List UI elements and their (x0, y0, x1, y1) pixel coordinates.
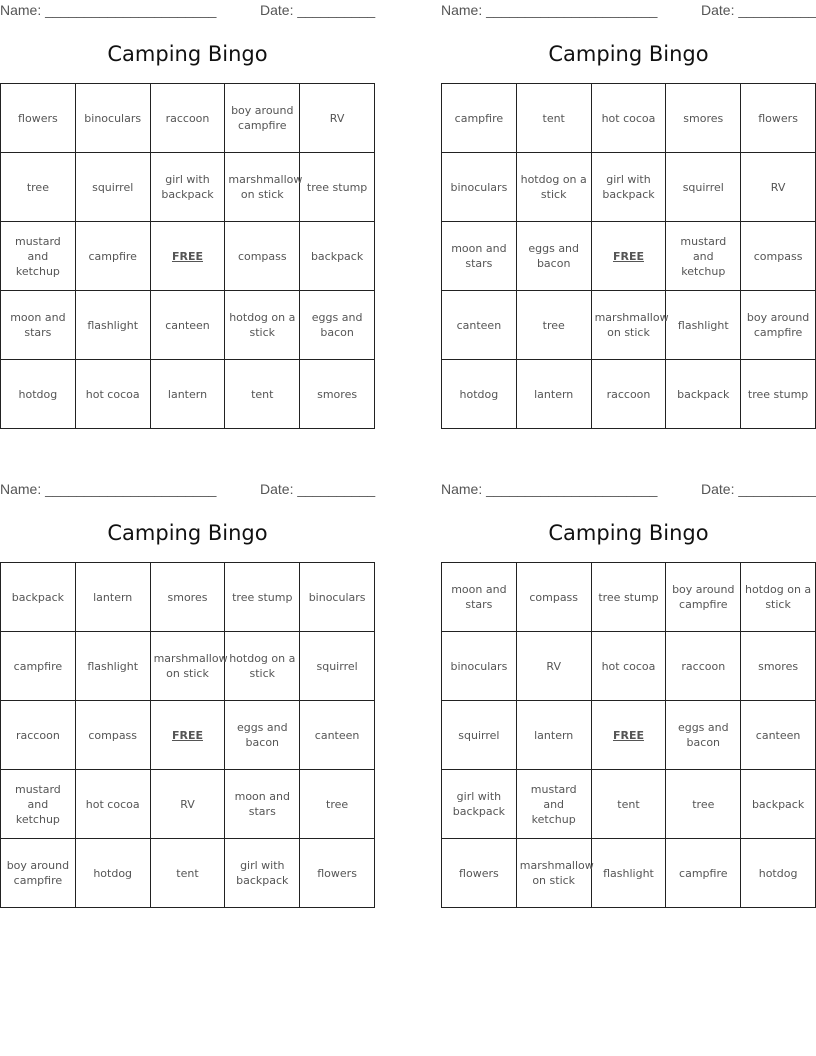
bingo-cell: boy around campfire (225, 84, 300, 153)
bingo-cell: flashlight (591, 839, 666, 908)
bingo-cell: backpack (1, 563, 76, 632)
bingo-row (1, 839, 375, 908)
bingo-cell: tree (516, 291, 591, 360)
bingo-grid (441, 83, 816, 429)
bingo-cell: lantern (150, 360, 225, 429)
bingo-cell: moon and stars (442, 222, 517, 291)
bingo-grid (441, 562, 816, 908)
bingo-cell: compass (516, 563, 591, 632)
bingo-grid (0, 562, 375, 908)
bingo-cell: smores (150, 563, 225, 632)
bingo-cell: raccoon (150, 84, 225, 153)
bingo-cell: backpack (741, 770, 816, 839)
bingo-cell: RV (150, 770, 225, 839)
name-date-row (441, 479, 816, 499)
bingo-cell: marshmallow on stick (225, 153, 300, 222)
bingo-cell: hotdog (1, 360, 76, 429)
bingo-cell: binoculars (442, 632, 517, 701)
bingo-cell: backpack (666, 360, 741, 429)
bingo-row (442, 701, 816, 770)
bingo-cell: binoculars (442, 153, 517, 222)
bingo-cell: backpack (300, 222, 375, 291)
bingo-row (1, 153, 375, 222)
bingo-cell: campfire (75, 222, 150, 291)
name-field-label: Name: ______________________ (441, 2, 658, 18)
bingo-cell: eggs and bacon (516, 222, 591, 291)
bingo-cell: campfire (442, 84, 517, 153)
bingo-cell: raccoon (666, 632, 741, 701)
bingo-cell: lantern (516, 360, 591, 429)
bingo-cell: RV (300, 84, 375, 153)
bingo-cell: marshmallow on stick (150, 632, 225, 701)
bingo-row (1, 701, 375, 770)
bingo-cell: boy around campfire (666, 563, 741, 632)
free-space: FREE (150, 701, 225, 770)
bingo-cell: tent (591, 770, 666, 839)
name-date-row (0, 0, 375, 20)
bingo-row (1, 84, 375, 153)
bingo-cell: moon and stars (442, 563, 517, 632)
bingo-row (442, 360, 816, 429)
bingo-cell: lantern (516, 701, 591, 770)
bingo-row (1, 563, 375, 632)
bingo-cell: tree stump (591, 563, 666, 632)
bingo-row (442, 770, 816, 839)
bingo-cell: eggs and bacon (666, 701, 741, 770)
name-date-row (0, 479, 375, 499)
bingo-cell: tree stump (225, 563, 300, 632)
bingo-cell: girl with backpack (225, 839, 300, 908)
bingo-cell: flashlight (666, 291, 741, 360)
bingo-cell: smores (300, 360, 375, 429)
bingo-row (442, 839, 816, 908)
bingo-cell: mustard and ketchup (1, 770, 76, 839)
bingo-row (1, 360, 375, 429)
free-space: FREE (150, 222, 225, 291)
bingo-cell: canteen (300, 701, 375, 770)
bingo-row (442, 84, 816, 153)
bingo-cell: mustard and ketchup (516, 770, 591, 839)
bingo-cell: hotdog (442, 360, 517, 429)
bingo-cell: tree (300, 770, 375, 839)
bingo-cell: binoculars (75, 84, 150, 153)
bingo-cell: hotdog on a stick (225, 291, 300, 360)
date-field-label: Date: __________ (701, 481, 816, 497)
bingo-cell: eggs and bacon (300, 291, 375, 360)
bingo-row (442, 291, 816, 360)
bingo-cell: hotdog (741, 839, 816, 908)
bingo-cell: squirrel (300, 632, 375, 701)
bingo-cell: tent (225, 360, 300, 429)
bingo-cell: flowers (300, 839, 375, 908)
bingo-cell: campfire (666, 839, 741, 908)
bingo-cell: hotdog (75, 839, 150, 908)
card-title: Camping Bingo (107, 42, 268, 66)
bingo-cell: flashlight (75, 291, 150, 360)
bingo-cell: flowers (1, 84, 76, 153)
bingo-cell: marshmallow on stick (591, 291, 666, 360)
bingo-cell: RV (516, 632, 591, 701)
card-title: Camping Bingo (548, 42, 709, 66)
name-field-label: Name: ______________________ (441, 481, 658, 497)
bingo-cell: compass (75, 701, 150, 770)
bingo-cell: squirrel (75, 153, 150, 222)
bingo-row (442, 632, 816, 701)
bingo-cell: hotdog on a stick (516, 153, 591, 222)
free-space: FREE (591, 222, 666, 291)
bingo-cell: moon and stars (225, 770, 300, 839)
bingo-cell: lantern (75, 563, 150, 632)
card-title: Camping Bingo (107, 521, 268, 545)
bingo-cell: squirrel (442, 701, 517, 770)
bingo-cell: flowers (741, 84, 816, 153)
bingo-cell: raccoon (591, 360, 666, 429)
bingo-cell: mustard and ketchup (666, 222, 741, 291)
bingo-row (1, 222, 375, 291)
bingo-grid (0, 83, 375, 429)
bingo-cell: hot cocoa (591, 632, 666, 701)
bingo-cell: flashlight (75, 632, 150, 701)
bingo-cell: hot cocoa (75, 360, 150, 429)
bingo-row (442, 563, 816, 632)
bingo-cell: raccoon (1, 701, 76, 770)
bingo-cell: tent (150, 839, 225, 908)
bingo-cell: compass (225, 222, 300, 291)
name-date-row (441, 0, 816, 20)
bingo-cell: hotdog on a stick (741, 563, 816, 632)
bingo-cell: hot cocoa (591, 84, 666, 153)
bingo-cell: compass (741, 222, 816, 291)
free-space: FREE (591, 701, 666, 770)
bingo-cell: moon and stars (1, 291, 76, 360)
bingo-cell: hotdog on a stick (225, 632, 300, 701)
bingo-cell: tree (666, 770, 741, 839)
bingo-cell: girl with backpack (591, 153, 666, 222)
bingo-cell: canteen (442, 291, 517, 360)
bingo-cell: campfire (1, 632, 76, 701)
bingo-row (1, 632, 375, 701)
date-field-label: Date: __________ (260, 481, 376, 497)
bingo-cell: tree stump (741, 360, 816, 429)
date-field-label: Date: __________ (260, 2, 376, 18)
bingo-cell: flowers (442, 839, 517, 908)
bingo-row (442, 153, 816, 222)
bingo-cell: boy around campfire (741, 291, 816, 360)
bingo-cell: tent (516, 84, 591, 153)
bingo-cell: squirrel (666, 153, 741, 222)
bingo-cell: girl with backpack (150, 153, 225, 222)
bingo-cell: binoculars (300, 563, 375, 632)
card-title: Camping Bingo (548, 521, 709, 545)
bingo-cell: tree (1, 153, 76, 222)
bingo-cell: smores (666, 84, 741, 153)
bingo-cell: girl with backpack (442, 770, 517, 839)
name-field-label: Name: ______________________ (0, 481, 217, 497)
bingo-cell: eggs and bacon (225, 701, 300, 770)
bingo-cell: canteen (741, 701, 816, 770)
bingo-row (442, 222, 816, 291)
date-field-label: Date: __________ (701, 2, 816, 18)
bingo-cell: mustard and ketchup (1, 222, 76, 291)
bingo-cell: hot cocoa (75, 770, 150, 839)
bingo-cell: RV (741, 153, 816, 222)
bingo-row (1, 291, 375, 360)
bingo-row (1, 770, 375, 839)
bingo-cell: tree stump (300, 153, 375, 222)
name-field-label: Name: ______________________ (0, 2, 217, 18)
bingo-cell: marshmallow on stick (516, 839, 591, 908)
bingo-cell: canteen (150, 291, 225, 360)
bingo-cell: smores (741, 632, 816, 701)
bingo-cell: boy around campfire (1, 839, 76, 908)
